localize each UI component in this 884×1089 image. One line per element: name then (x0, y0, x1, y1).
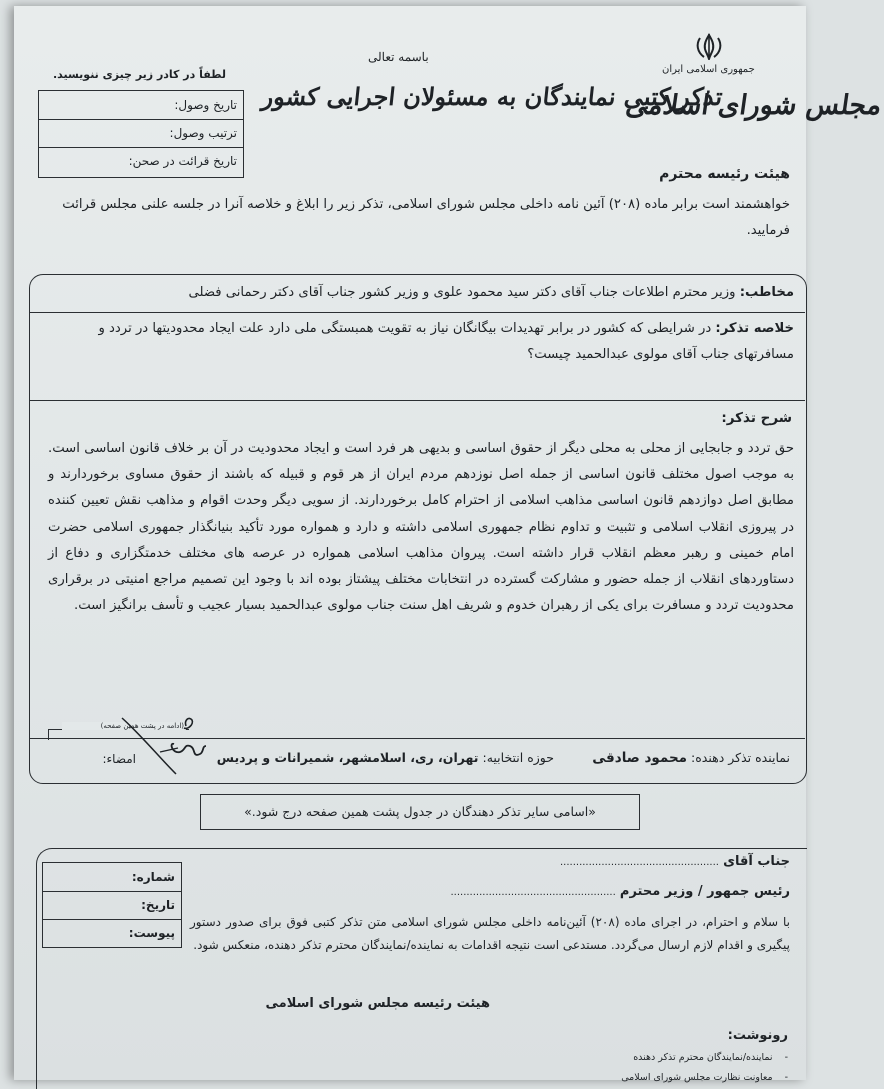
letter-field-attachment: پیوست: (128, 926, 175, 940)
district-value: تهران، ری، اسلامشهر، شمیرانات و پردیس (216, 750, 479, 765)
addressee-label: مخاطب: (739, 285, 794, 300)
summary-block (44, 316, 794, 368)
district-label: حوزه انتخابیه: (482, 750, 554, 765)
representative-label: نماینده تذکر دهنده: (691, 750, 790, 765)
iran-emblem-icon (692, 32, 726, 62)
continuation-note: (ادامه در پشت همین صفحه) (62, 722, 186, 730)
cc-label: رونوشت: (727, 1028, 788, 1043)
electoral-district (214, 750, 554, 765)
office-field-receipt-date: تاریخ وصول: (174, 98, 237, 112)
letter-signer: هیئت رئیسه مجلس شورای اسلامی (265, 996, 490, 1011)
letter-to-line (370, 854, 790, 869)
representative-name: محمود صادقی (592, 750, 688, 766)
emblem-large-text: مجلس شورای اسلامی (623, 90, 884, 121)
letter-recipient-line (360, 884, 790, 899)
intro-salutation: هیئت رئیسه محترم (659, 166, 790, 182)
other-signers-text: «اسامی سایر تذکر دهندگان در جدول پشت همین صفحه درج شود.» (244, 804, 596, 819)
office-use-table (38, 90, 244, 178)
summary-text: در شرایطی که کشور در برابر تهدیدات بیگانگان نیاز به تقویت همبستگی ملی دارد علت ایجاد محدودیتها در تردد و مسافرتهای جناب آقای مولوی عبدالحمید چیست؟ (98, 321, 794, 363)
letter-field-number: شماره: (131, 870, 175, 884)
bismillah: باسمه تعالی (368, 50, 429, 64)
office-field-reading-date: تاریخ قرائت در صحن: (128, 154, 237, 168)
letter-to-label: جناب آقای (723, 854, 790, 869)
description-text: حق تردد و جابجایی از محلی به محلی دیگر از حقوق اساسی و بدیهی هر فرد است و ایجاد محدودیت در آن بر خلاف قانون اساسی است. به موجب اصول مختلف قانون اساسی از جمله اصل نوزدهم مردم ایران از هر قوم و قبیله که باشند از حقوق مساوی برخوردارند و مطابق اصل دوازدهم قانون اساسی مذاهب اسلامی از احترام کامل برخوردارند. از سویی دیگر وحدت اقوام و مذاهب نقش تعیین کننده در پیروزی انقلاب اسلامی و تثبیت و تداوم نظام جمهوری اسلامی داشته و دارد و همواره مورد تأکید بنیانگذار جمهوری اسلامی حضرت امام خمینی و رهبر معظم انقلاب قرار داشته است. پیروان مذاهب اسلامی همواره در عرصه های مختلف خدمتگزاری و دفاع از دستاوردهای انقلاب از جمله حضور و مشارکت گسترده در انتخابات مختلف پیشتاز بوده اند با وجود این تصمیم مراجع امنیتی در برقراری محدودیت تردد و مسافرت برای یکی از رهبران خدوم و شریف اهل سنت جناب مولوی عبدالحمید بسیار عجیب و تأسف برانگیز است. (48, 441, 794, 614)
office-note: لطفاً در کادر زیر چیزی ننویسید. (52, 68, 226, 81)
other-signers-note (200, 794, 640, 830)
cc-item: -نماینده/نمایندگان محترم تذکر دهنده (633, 1052, 788, 1063)
letter-body: با سلام و احترام، در اجرای ماده (۲۰۸) آئین‌نامه داخلی مجلس شورای اسلامی متن تذکر کتبی فوق برای صدور دستور پیگیری و اقدام لازم ارسال می‌گردد. مستدعی است نتیجه اقدامات به نماینده/نمایندگان محترم تذکر دهنده، منعکس شود. (190, 915, 791, 952)
cc-item-text: نماینده/نمایندگان محترم تذکر دهنده (633, 1052, 773, 1063)
representative (540, 750, 790, 766)
form-page (14, 6, 884, 1083)
cc-item-text: معاونت نظارت مجلس شورای اسلامی (621, 1072, 773, 1083)
description-label: شرح تذکر: (721, 410, 792, 426)
office-field-receipt-order: ترتیب وصول: (169, 126, 237, 140)
signature-label: امضاء: (102, 752, 136, 766)
letter-to-dots: .................................................. (560, 857, 719, 868)
summary-label: خلاصه تذکر: (715, 321, 794, 336)
signature-mark (114, 708, 224, 778)
letter-recipient-dots: .................................................... (450, 887, 616, 898)
form-title: تذکر کتبی نمایندگان به مسئولان اجرایی کشور (260, 82, 724, 111)
parliament-emblem (623, 32, 884, 144)
letter-fields-table (42, 862, 182, 948)
cc-item: -معاونت نظارت مجلس شورای اسلامی (621, 1072, 788, 1083)
letter-field-date: تاریخ: (141, 898, 175, 912)
addressee-line (46, 280, 794, 306)
addressee-text: وزیر محترم اطلاعات جناب آقای دکتر سید محمود علوی و وزیر کشور جناب آقای دکتر رحمانی فضلی (188, 285, 736, 300)
letter-recipient: رئیس جمهور / وزیر محترم (619, 884, 790, 899)
emblem-small-text: جمهوری اسلامی ایران (662, 64, 755, 75)
intro-text: خواهشمند است برابر ماده (۲۰۸) آئین نامه داخلی مجلس شورای اسلامی، تذکر زیر را ابلاغ و خلاصه آنرا در جلسه علنی مجلس قرائت فرمایید. (62, 197, 790, 238)
